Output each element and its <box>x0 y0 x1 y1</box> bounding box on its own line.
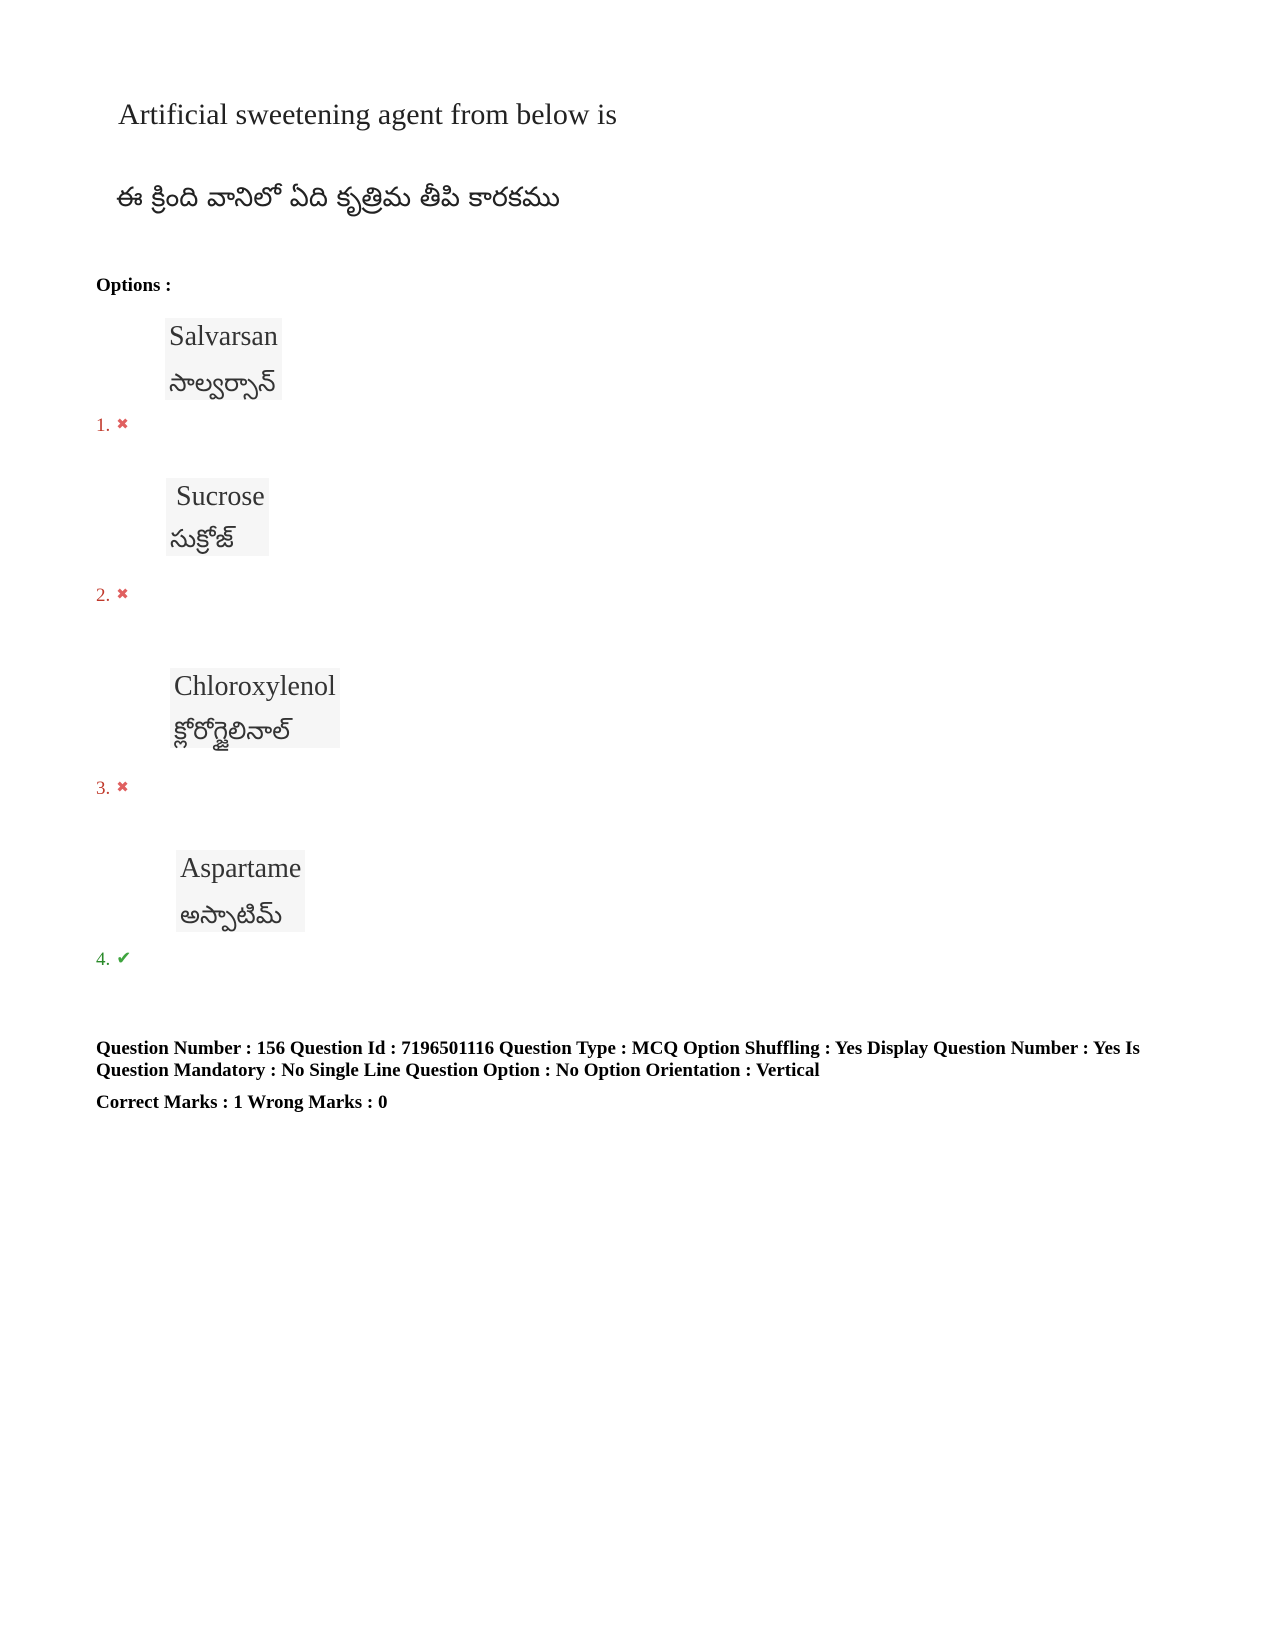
option-1-telugu: సాల్వర్సాన్ <box>169 367 276 397</box>
option-2-number <box>96 585 129 607</box>
question-metadata: Question Number : 156 Question Id : 7196501116 Question Type : MCQ Option Shuffling : Yes Display Question Number : Yes Is Question Mandatory : No Single Line Question Option : No Option Orientation : Vertical <box>96 1038 1140 1081</box>
cross-icon: ✖ <box>116 778 129 796</box>
options-label: Options : <box>96 275 172 296</box>
option-2-number-text: 2. <box>96 585 111 606</box>
option-3-number-text: 3. <box>96 778 111 799</box>
question-text-telugu: ఈ క్రింది వానిలో ఏది కృత్రిమ తీపి కారకము <box>116 182 560 213</box>
option-1-content <box>165 318 282 400</box>
option-2-content <box>166 478 269 556</box>
question-text-english: Artificial sweetening agent from below is <box>118 98 618 131</box>
option-2-telugu: సుక్రోజ్ <box>170 523 234 553</box>
check-icon: ✔ <box>116 948 132 969</box>
option-2-english: Sucrose <box>176 481 265 512</box>
option-4-english: Aspartame <box>180 853 302 884</box>
option-4-telugu: అస్పాటిమ్ <box>180 899 283 929</box>
option-4-number <box>96 948 131 971</box>
cross-icon: ✖ <box>116 585 129 603</box>
option-4-content <box>176 850 305 932</box>
option-1-number <box>96 415 129 437</box>
cross-icon: ✖ <box>116 415 129 433</box>
option-1-english: Salvarsan <box>169 321 278 352</box>
option-1-number-text: 1. <box>96 415 111 436</box>
option-4-number-text: 4. <box>96 949 111 970</box>
question-marks: Correct Marks : 1 Wrong Marks : 0 <box>96 1092 388 1113</box>
option-3-telugu: క్లోరోగ్జైలినాల్ <box>174 715 290 745</box>
option-3-number <box>96 778 129 800</box>
option-3-content <box>170 668 340 748</box>
option-3-english: Chloroxylenol <box>174 671 336 702</box>
